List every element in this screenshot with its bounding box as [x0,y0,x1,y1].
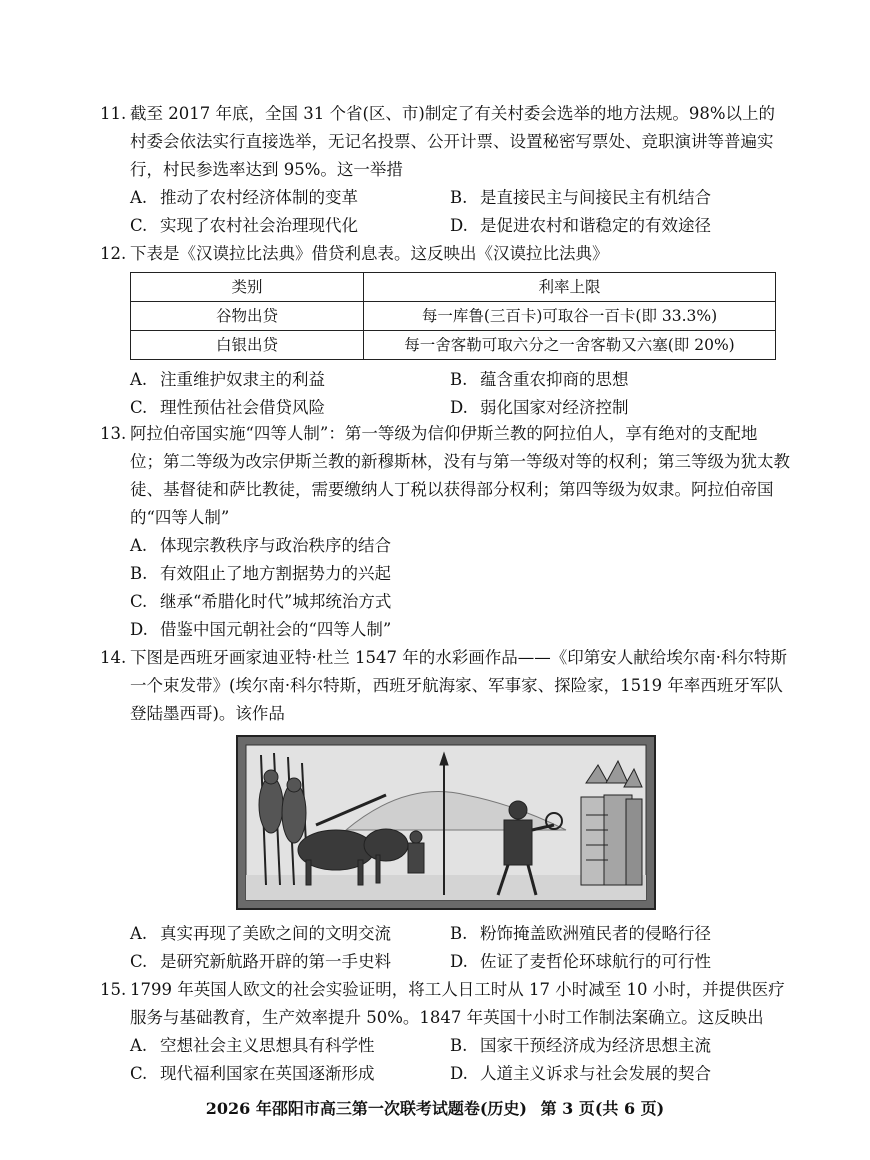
option-b[interactable]: B. 蕴含重农抑商的思想 [450,370,629,389]
question-14-head [100,644,790,728]
indigenous-nobles [581,761,642,885]
options [100,366,790,422]
options [100,920,790,976]
question-stem: 下表是《汉谟拉比法典》借贷利息表。这反映出《汉谟拉比法典》 [130,244,609,263]
option-c[interactable]: C. 现代福利国家在英国逐渐形成 [130,1064,375,1083]
option-c[interactable]: C. 理性预估社会借贷风险 [130,398,325,417]
question-stem: 截至 2017 年底，全国 31 个省(区、市)制定了有关村委会选举的地方法规。98%以上的村委会依法实行直接选举，无记名投票、公开计票、设置秘密写票处、竞职演讲等普遍实行，村民参选率达到 95%。这一举措 [130,104,776,179]
option-a[interactable]: A. 空想社会主义思想具有科学性 [130,1036,375,1055]
question-13 [100,420,790,644]
page-footer [0,1096,870,1119]
option-d[interactable]: D. 弱化国家对经济控制 [450,398,629,417]
option-d[interactable]: D. 是促进农村和谐稳定的有效途径 [450,216,711,235]
question-stem: 阿拉伯帝国实施“四等人制”：第一等级为信仰伊斯兰教的阿拉伯人，享有绝对的支配地位；第二等级为改宗伊斯兰教的新穆斯林，没有与第一等级对等的权利；第三等级为犹太教徒、基督徒和萨比教徒，需要缴纳人丁税以获得部分权利；第四等级为奴隶。阿拉伯帝国的“四等人制” [130,424,790,527]
options [100,1032,790,1088]
table-row [131,302,776,331]
question-number: 13. [100,424,127,443]
option-a[interactable]: A. 注重维护奴隶主的利益 [130,370,325,389]
question-11-head [100,100,790,184]
exam-title: 2026 年邵阳市高三第一次联考试题卷(历史) [205,1099,527,1118]
option-a[interactable]: A. 体现宗教秩序与政治秩序的结合 [130,536,391,555]
table-row [131,331,776,360]
question-number: 12. [100,244,127,263]
table-header-cell: 利率上限 [364,273,776,302]
table-cell: 每一舍客勒可取六分之一舍客勒又六塞(即 20%) [364,331,776,360]
question-12-head [100,240,790,268]
watercolor-painting [236,735,656,910]
option-d[interactable]: D. 人道主义诉求与社会发展的契合 [450,1064,711,1083]
question-stem: 下图是西班牙画家迪亚特·杜兰 1547 年的水彩画作品——《印第安人献给埃尔南·科尔特斯一个束发带》(埃尔南·科尔特斯，西班牙航海家、军事家、探险家，1519 年率西班牙军队登陆墨西哥)。该作品 [130,648,787,723]
option-c[interactable]: C. 是研究新航路开辟的第一手史料 [130,952,391,971]
option-d[interactable]: D. 佐证了麦哲伦环球航行的可行性 [450,952,711,971]
option-b[interactable]: B. 国家干预经济成为经济思想主流 [450,1036,711,1055]
option-c[interactable]: C. 继承“希腊化时代”城邦统治方式 [130,592,392,611]
option-b[interactable]: B. 粉饰掩盖欧洲殖民者的侵略行径 [450,924,711,943]
page-number: 第 3 页(共 6 页) [540,1099,665,1118]
table-cell: 每一库鲁(三百卡)可取谷一百卡(即 33.3%) [364,302,776,331]
option-b[interactable]: B. 有效阻止了地方割据势力的兴起 [130,564,391,583]
question-12 [100,240,790,422]
options [100,532,790,644]
options [100,184,790,240]
interest-rate-table [130,272,776,360]
option-d[interactable]: D. 借鉴中国元朝社会的“四等人制” [130,620,392,639]
option-a[interactable]: A. 推动了农村经济体制的变革 [130,188,358,207]
question-11 [100,100,790,240]
option-c[interactable]: C. 实现了农村社会治理现代化 [130,216,358,235]
question-13-head [100,420,790,532]
question-number: 15. [100,980,127,999]
table-cell: 谷物出贷 [131,302,364,331]
question-15-head [100,976,790,1032]
question-number: 11. [100,104,127,123]
question-number: 14. [100,648,127,667]
option-b[interactable]: B. 是直接民主与间接民主有机结合 [450,188,711,207]
table-header-cell: 类别 [131,273,364,302]
question-14 [100,644,790,728]
option-a[interactable]: A. 真实再现了美欧之间的文明交流 [130,924,391,943]
question-stem: 1799 年英国人欧文的社会实验证明，将工人日工时从 17 小时减至 10 小时，并提供医疗服务与基础教育，生产效率提升 50%。1847 年英国十小时工作制法案确立。这反映出 [130,980,785,1027]
question-14-options [100,920,790,976]
table-cell: 白银出贷 [131,331,364,360]
question-15 [100,976,790,1088]
table-header-row [131,273,776,302]
